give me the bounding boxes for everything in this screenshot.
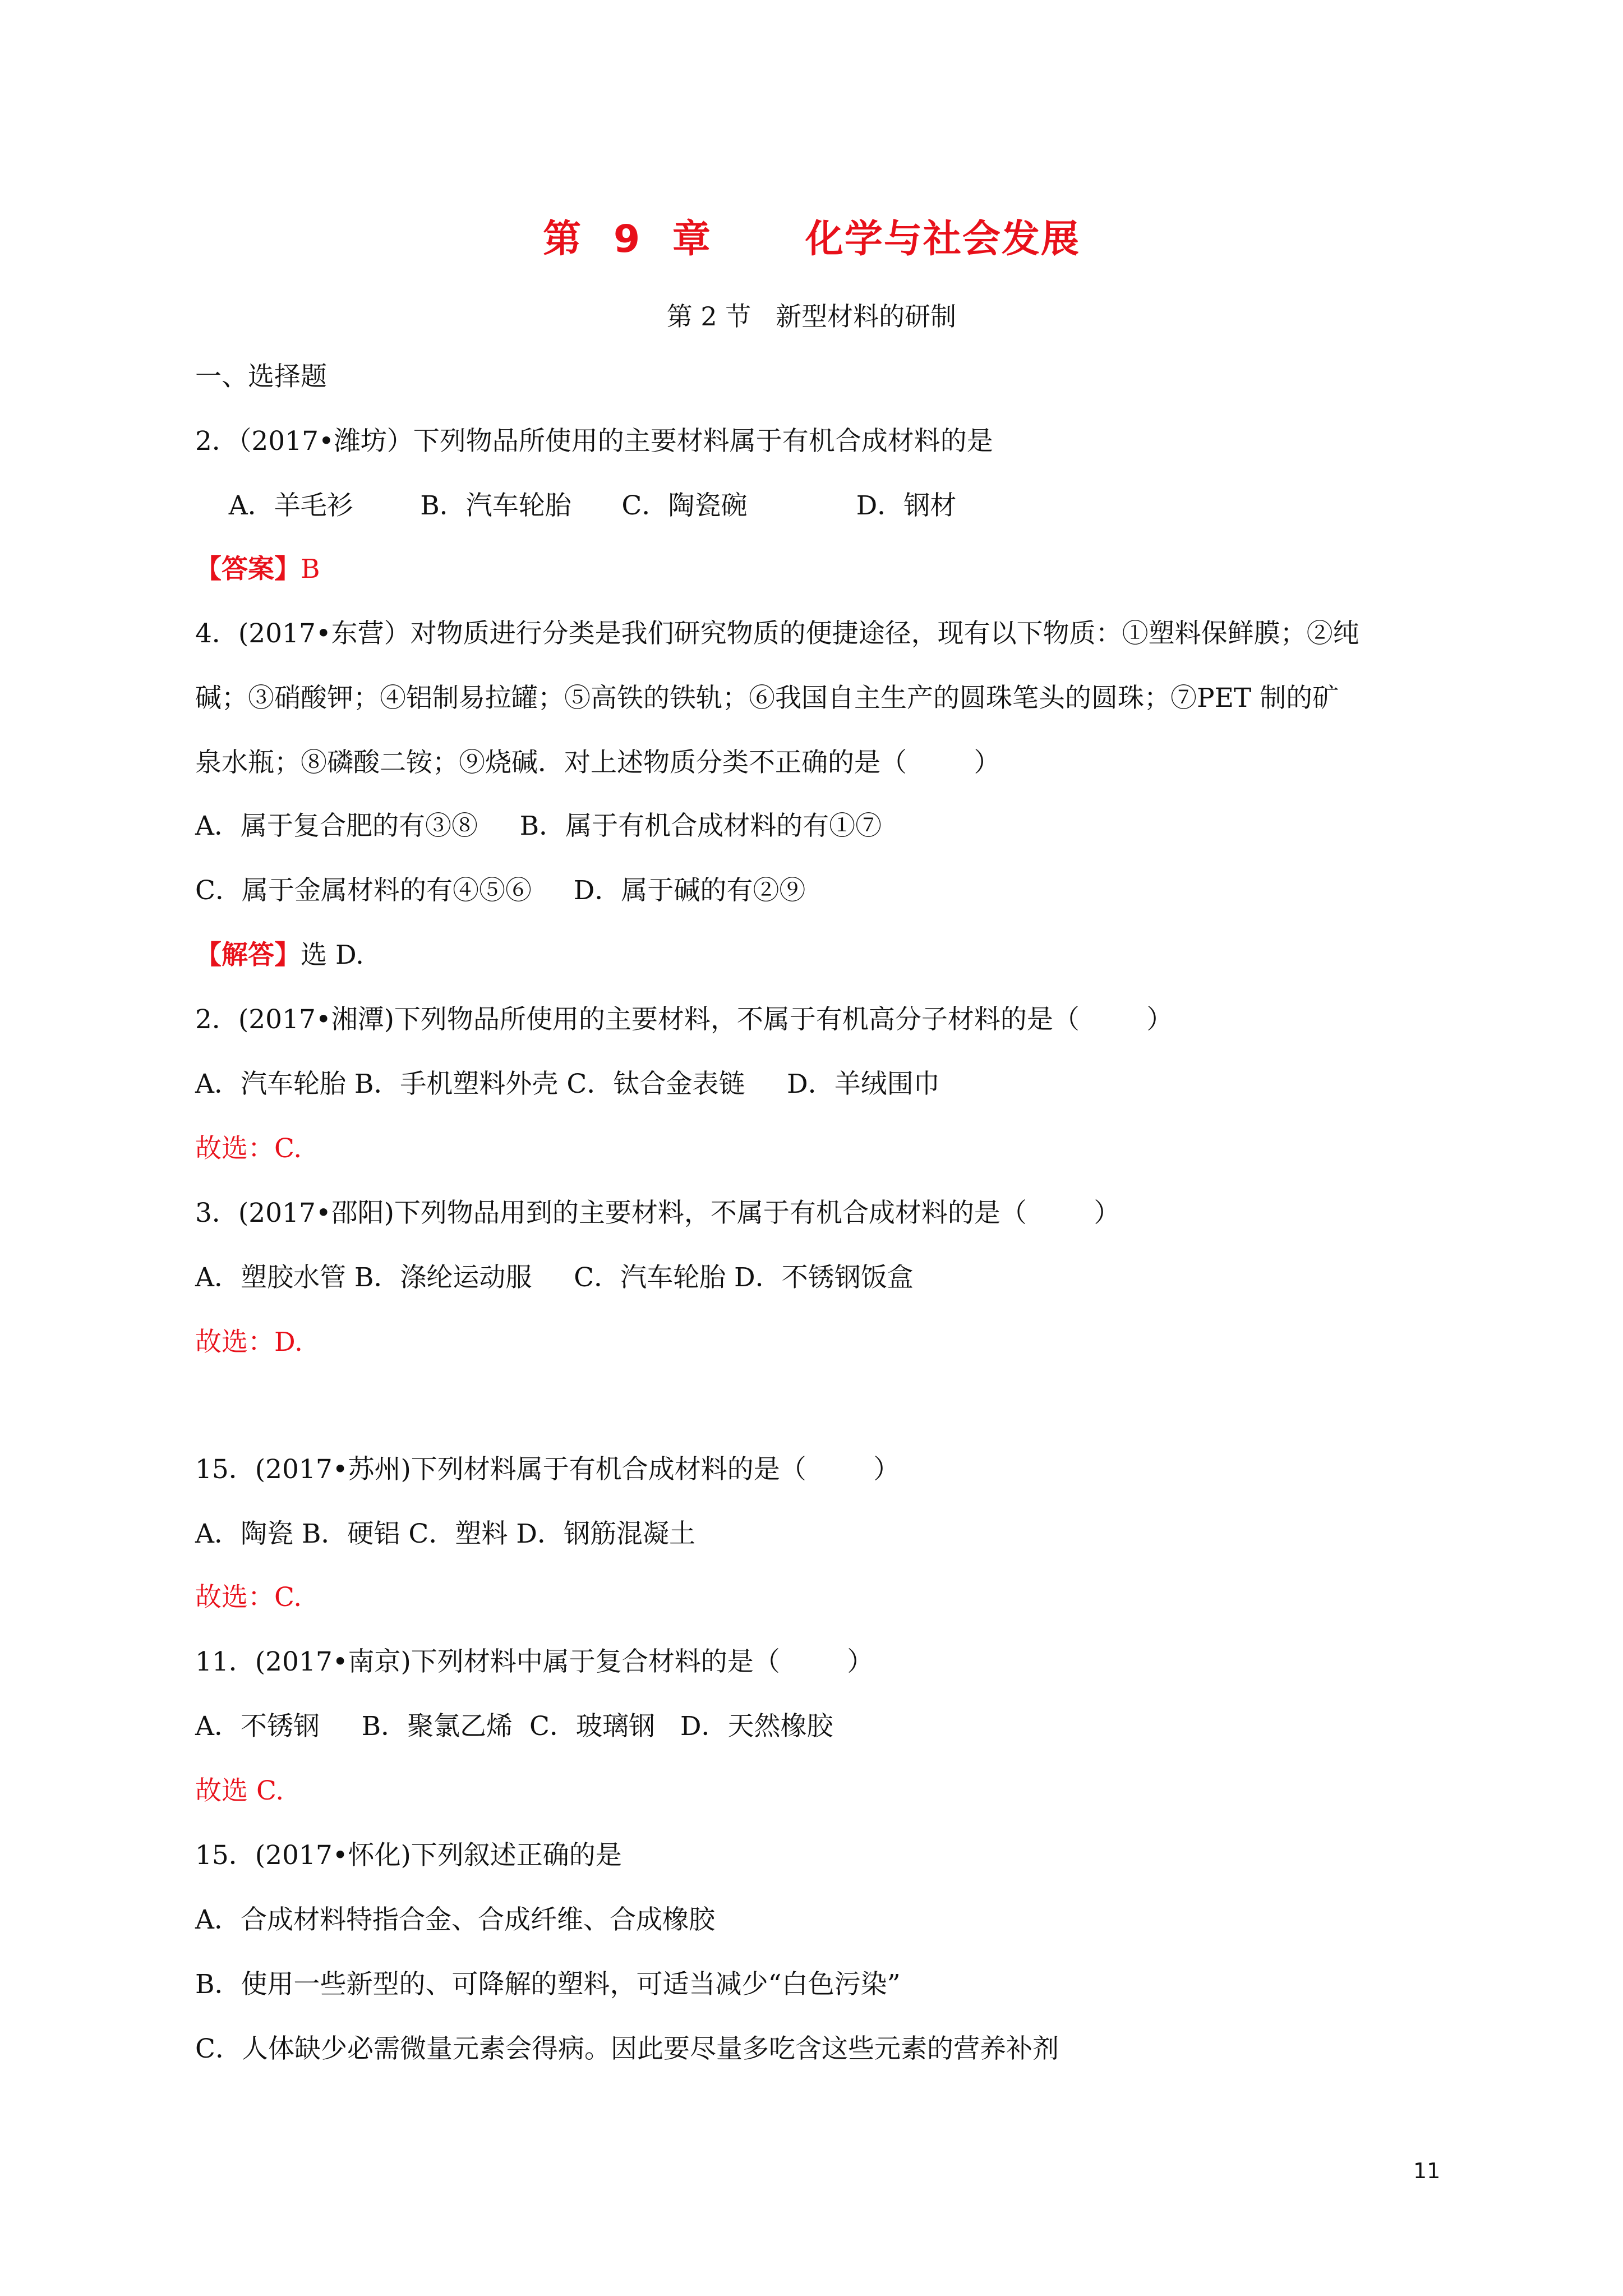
question-stem: 11．(2017•南京)下列材料中属于复合材料的是（ ）	[195, 1646, 874, 1677]
answer-text: B	[301, 554, 320, 585]
section-heading: 一、选择题	[195, 361, 327, 392]
page-number: 11	[1413, 2159, 1441, 2183]
question-stem-continued: 泉水瓶；⑧磷酸二铵；⑨烧碱．对上述物质分类不正确的是（ ）	[195, 747, 1000, 778]
question-options: C．属于金属材料的有④⑤⑥ D．属于碱的有②⑨	[195, 875, 806, 906]
answer-line: 故选：C.	[195, 1133, 302, 1164]
question-stem: 2．(2017•湘潭)下列物品所使用的主要材料，不属于有机高分子材料的是（ ）	[195, 1004, 1173, 1035]
answer-line	[195, 553, 320, 586]
question-options: A．塑胶水管 B．涤纶运动服 C．汽车轮胎 D．不锈钢饭盒	[195, 1262, 914, 1293]
answer-line: 故选 C.	[195, 1775, 284, 1806]
question-options: A．不锈钢 B．聚氯乙烯 C．玻璃钢 D．天然橡胶	[195, 1711, 833, 1742]
answer-tag: 【解答】	[195, 940, 301, 970]
question-option-b: B．使用一些新型的、可降解的塑料，可适当减少“白色污染”	[195, 1969, 901, 2000]
question-options: A．属于复合肥的有③⑧ B．属于有机合成材料的有①⑦	[195, 811, 882, 841]
answer-line	[195, 938, 364, 972]
question-stem: 3．(2017•邵阳)下列物品用到的主要材料，不属于有机合成材料的是（ ）	[195, 1198, 1121, 1228]
question-stem: 4．(2017•东营）对物质进行分类是我们研究物质的便捷途径，现有以下物质：①塑料保鲜膜；②纯	[195, 618, 1359, 649]
question-options: A．羊毛衫 B．汽车轮胎 C．陶瓷碗 D．钢材	[195, 490, 957, 521]
question-stem-continued: 碱；③硝酸钾；④铝制易拉罐；⑤高铁的铁轨；⑥我国自主生产的圆珠笔头的圆珠；⑦PET 制的矿	[195, 683, 1339, 714]
question-option-c: C．人体缺少必需微量元素会得病。因此要尽量多吃含这些元素的营养补剂	[195, 2033, 1059, 2064]
question-stem: 2．（2017•潍坊）下列物品所使用的主要材料属于有机合成材料的是	[195, 426, 993, 457]
chapter-title: 第 9 章 化学与社会发展	[543, 217, 1080, 261]
section-title: 第 2 节 新型材料的研制	[666, 301, 957, 332]
answer-line: 故选：D.	[195, 1327, 303, 1358]
question-stem: 15．(2017•苏州)下列材料属于有机合成材料的是（ ）	[195, 1454, 900, 1485]
question-options: A．陶瓷 B．硬铝 C．塑料 D．钢筋混凝土	[195, 1519, 695, 1549]
question-stem: 15．(2017•怀化)下列叙述正确的是	[195, 1840, 622, 1871]
answer-tag: 【答案】	[195, 554, 301, 585]
question-option-a: A．合成材料特指合金、合成纤维、合成橡胶	[195, 1904, 715, 1935]
answer-text: 选 D.	[301, 940, 364, 970]
answer-line: 故选：C.	[195, 1582, 302, 1613]
question-options: A．汽车轮胎 B．手机塑料外壳 C．钛合金表链 D．羊绒围巾	[195, 1069, 940, 1099]
